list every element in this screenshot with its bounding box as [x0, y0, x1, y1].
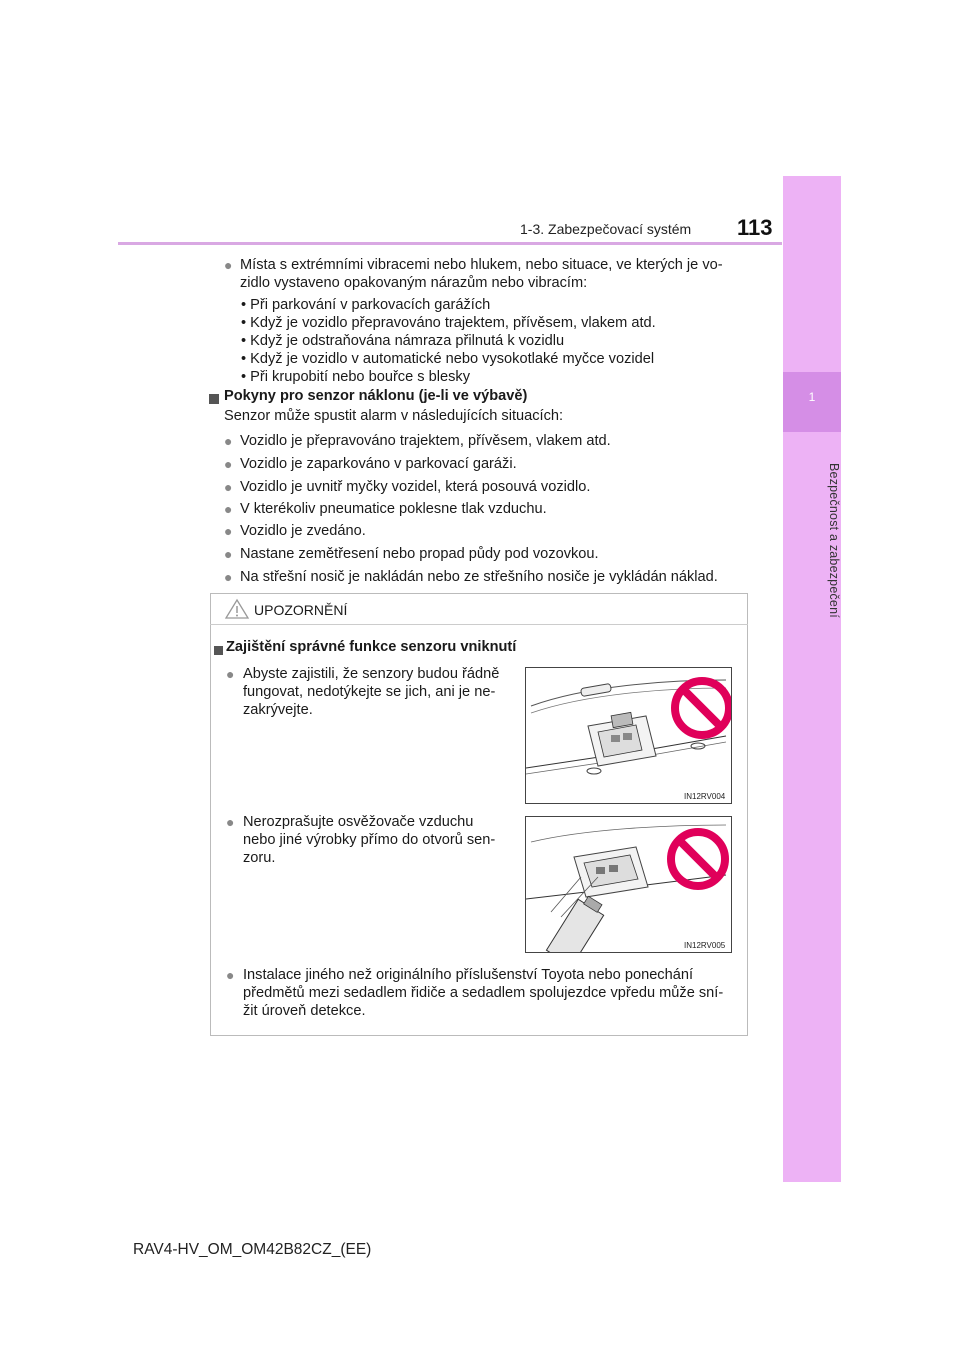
figure-sensor-touch [525, 667, 732, 804]
warning-item2-line: zoru. [243, 850, 276, 866]
warning-heading: Zajištění správné funkce senzoru vniknutí [226, 639, 517, 655]
warning-item3-line: předmětů mezi sedadlem řidiče a sedadlem spolujezdce vpředu může sní- [243, 985, 724, 1001]
tilt-item: Vozidlo je uvnitř myčky vozidel, která posouvá vozidlo. [240, 479, 591, 495]
bullet-icon: ● [224, 523, 233, 539]
tilt-item: Vozidlo je zaparkováno v parkovací garáži. [240, 456, 517, 472]
tilt-item: Vozidlo je přepravováno trajektem, přívěsem, vlakem atd. [240, 433, 611, 449]
spray-can-illustration [526, 817, 731, 952]
warning-item3-line: žit úroveň detekce. [243, 1003, 366, 1019]
bullet-icon: ● [226, 967, 235, 983]
sub-item: • Při krupobití nebo bouřce s blesky [241, 369, 470, 385]
sub-item: • Když je odstraňována námraza přilnutá k vozidlu [241, 333, 565, 349]
warning-triangle-icon [224, 598, 250, 620]
bullet-icon: ● [224, 257, 233, 273]
section-square-icon [214, 642, 223, 660]
warning-item2-line: Nerozprašujte osvěžovače vzduchu [243, 814, 474, 830]
tilt-section-lead: Senzor může spustit alarm v následujících situacích: [224, 408, 564, 424]
warning-title: UPOZORNĚNÍ [254, 602, 348, 618]
sub-item: • Když je vozidlo v automatické nebo vysokotlaké myčce vozidel [241, 351, 655, 367]
tilt-item: V kterékoliv pneumatice poklesne tlak vzduchu. [240, 501, 547, 517]
chapter-number: 1 [808, 390, 816, 404]
bullet-icon: ● [224, 479, 233, 495]
section-title: 1-3. Zabezpečovací systém [520, 221, 692, 237]
figure-label: IN12RV005 [684, 941, 726, 950]
figure-label: IN12RV004 [684, 792, 726, 801]
intro-line-2: zidlo vystaveno opakovaným nárazům nebo vibracím: [240, 275, 588, 291]
sensor-console-illustration [526, 668, 731, 803]
bullet-icon: ● [224, 501, 233, 517]
chapter-title: Bezpečnost a zabezpečení [827, 462, 841, 618]
section-square-icon [209, 391, 219, 409]
bullet-icon: ● [226, 666, 235, 682]
document-code: RAV4-HV_OM_OM42B82CZ_(EE) [133, 1241, 372, 1258]
warning-item1-line: Abyste zajistili, že senzory budou řádně [243, 666, 500, 682]
warning-title-divider [210, 624, 748, 625]
tilt-item: Nastane zemětřesení nebo propad půdy pod vozovkou. [240, 546, 599, 562]
bullet-icon: ● [224, 433, 233, 449]
bullet-icon: ● [226, 814, 235, 830]
tilt-item: Vozidlo je zvedáno. [240, 523, 366, 539]
chapter-side-tab [783, 176, 841, 1182]
warning-item3-line: Instalace jiného než originálního příslušenství Toyota nebo ponechání [243, 967, 694, 983]
tilt-item: Na střešní nosič je nakládán nebo ze střešního nosiče je vykládán náklad. [240, 569, 718, 585]
bullet-icon: ● [224, 569, 233, 585]
sub-item: • Při parkování v parkovacích garážích [241, 297, 491, 313]
warning-item2-line: nebo jiné výrobky přímo do otvorů sen- [243, 832, 496, 848]
bullet-icon: ● [224, 546, 233, 562]
warning-item1-line: fungovat, nedotýkejte se jich, ani je ne- [243, 684, 496, 700]
warning-item1-line: zakrývejte. [243, 702, 313, 718]
header-divider [118, 242, 782, 245]
intro-line-1: Místa s extrémními vibracemi nebo hlukem, nebo situace, ve kterých je vo- [240, 257, 723, 273]
sub-item: • Když je vozidlo přepravováno trajektem, přívěsem, vlakem atd. [241, 315, 656, 331]
tilt-section-heading: Pokyny pro senzor náklonu (je-li ve výbavě) [224, 388, 528, 404]
figure-sensor-spray [525, 816, 732, 953]
page-number: 113 [737, 215, 773, 240]
bullet-icon: ● [224, 456, 233, 472]
